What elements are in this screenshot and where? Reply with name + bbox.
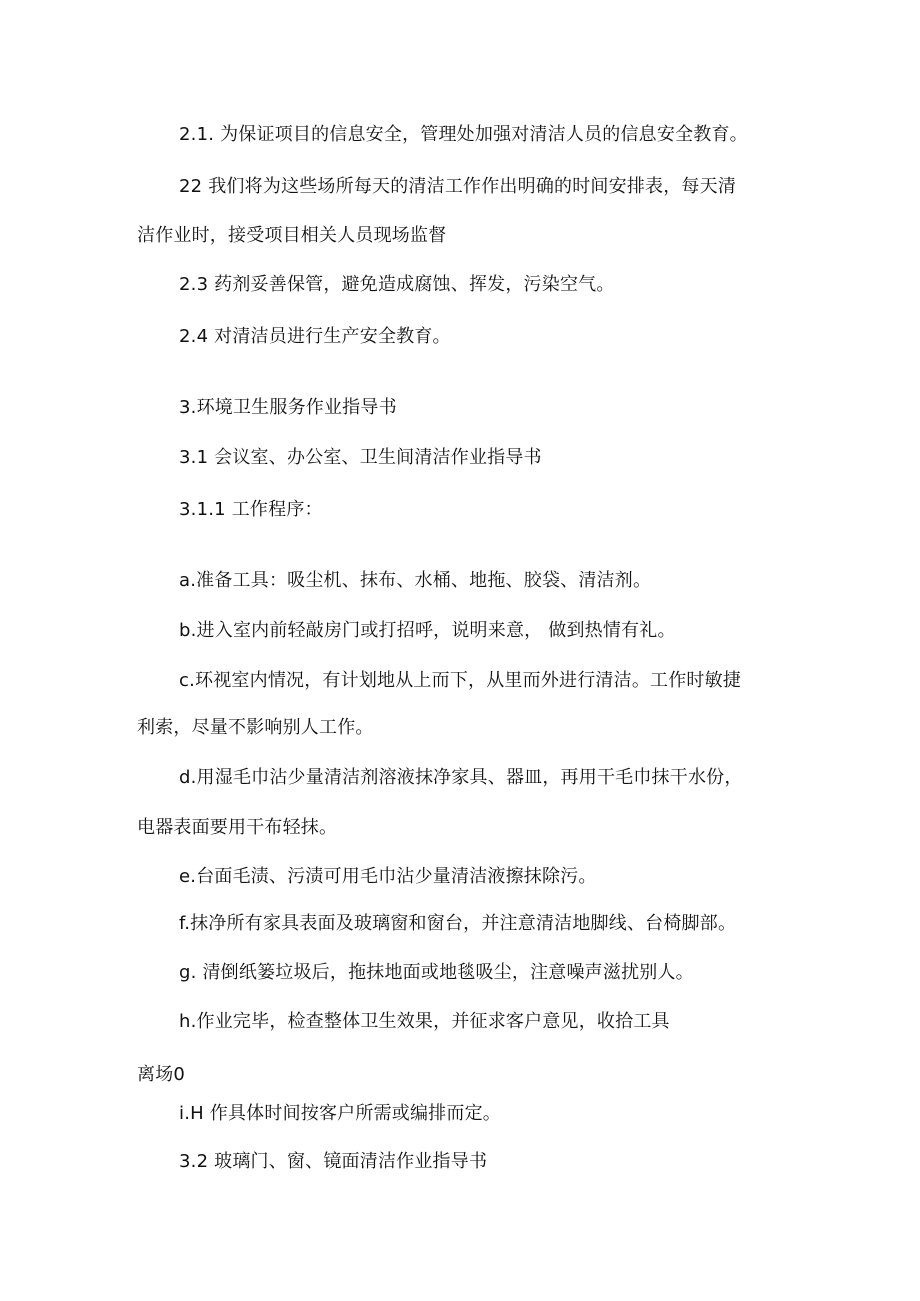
step-i: i.H 作具体时间按客户所需或编排而定。 [179,1103,501,1124]
step-f: f.抹净所有家具表面及玻璃窗和窗台，并注意清洁地脚线、台椅脚部。 [179,913,737,934]
step-b: b.进入室内前轻敲房门或打招呼，说明来意， 做到热情有礼。 [179,620,676,641]
section-heading-3-1-1: 3.1.1 工作程序： [179,499,323,520]
paragraph-2-1: 2.1. 为保证项目的信息安全，管理处加强对清洁人员的信息安全教育。 [179,124,748,145]
step-g: g. 清倒纸篓垃圾后，拖抹地面或地毯吸尘，注意噪声滋扰别人。 [179,962,694,983]
step-h: h.作业完毕，检查整体卫生效果，并征求客户意见，收拾工具 [179,1011,670,1032]
paragraph-2-3: 2.3 药剂妥善保管，避免造成腐蚀、挥发，污染空气。 [179,274,615,295]
step-e: e.台面毛渍、污渍可用毛巾沾少量清洁液擦抹除污。 [179,866,597,887]
step-h-continued: 离场0 [137,1064,186,1085]
step-a: a.准备工具：吸尘机、抹布、水桶、地拖、胶袋、清洁剂。 [179,570,652,591]
section-heading-3-1: 3.1 会议室、办公室、卫生间清洁作业指导书 [179,447,542,468]
paragraph-2-2: 22 我们将为这些场所每天的清洁工作作出明确的时间安排表，每天清 [179,176,737,197]
paragraph-2-4: 2.4 对清洁员进行生产安全教育。 [179,326,451,347]
step-d: d.用湿毛巾沾少量清洁剂溶液抹净家具、器皿，再用干毛巾抹干水份， [179,767,743,788]
step-c: c.环视室内情况，有计划地从上而下，从里而外进行清洁。工作时敏捷 [179,670,742,691]
step-c-continued: 利索，尽量不影响别人工作。 [137,717,374,738]
section-heading-3: 3.环境卫生服务作业指导书 [179,397,397,418]
section-heading-3-2: 3.2 玻璃门、窗、镜面清洁作业指导书 [179,1151,488,1172]
paragraph-2-2-continued: 洁作业时，接受项目相关人员现场监督 [137,225,447,246]
step-d-continued: 电器表面要用干布轻抹。 [137,817,338,838]
